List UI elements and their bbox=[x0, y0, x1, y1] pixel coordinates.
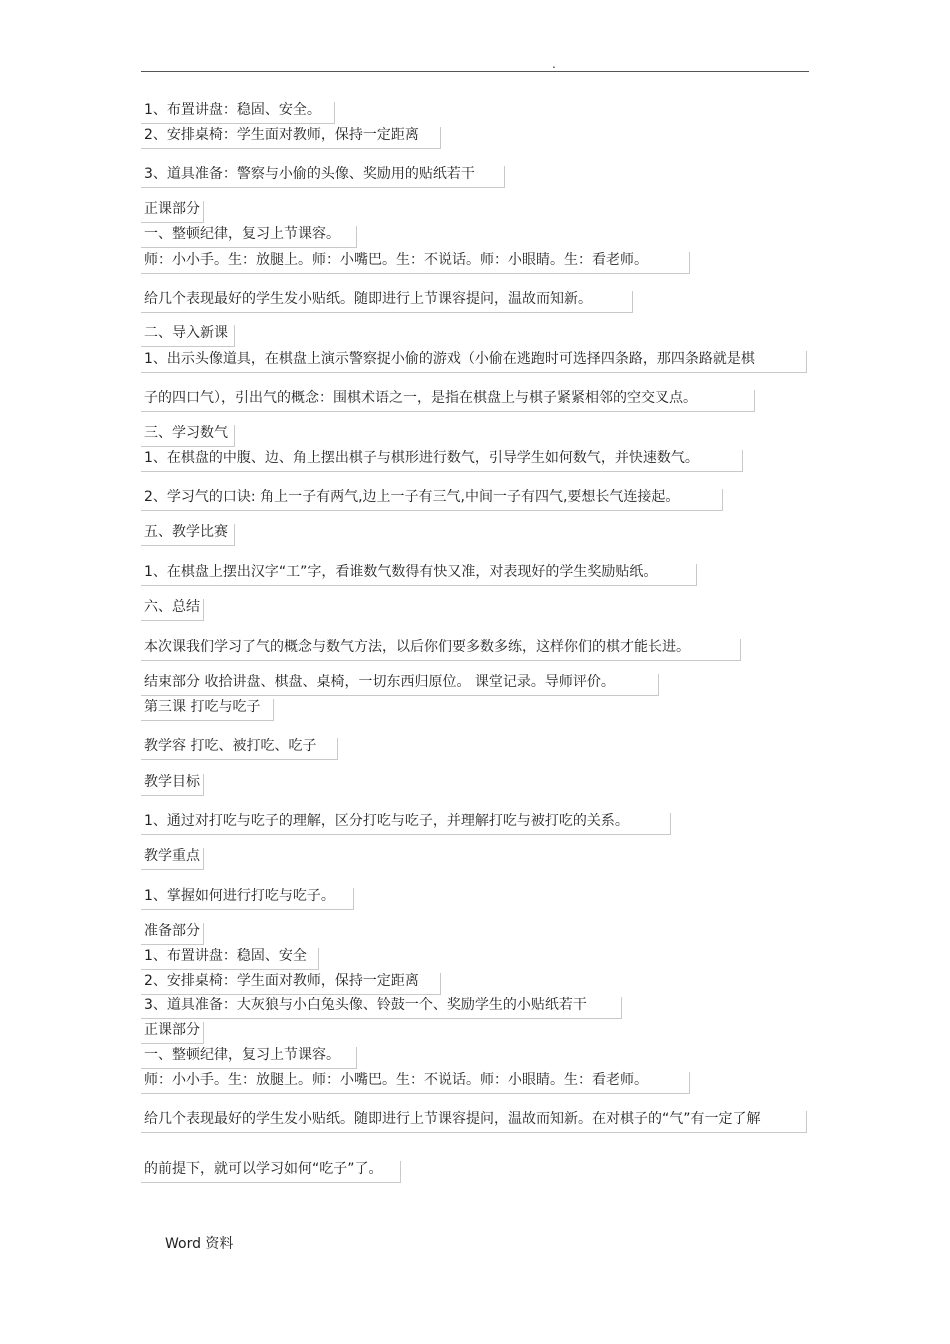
text-frame-bottom bbox=[141, 585, 696, 586]
text-frame-bottom bbox=[141, 510, 722, 511]
text-frame-right bbox=[203, 599, 204, 621]
text-line: 2、学习气的口诀: 角上一子有两气,边上一子有三气,中间一子有四气,要想长气连接起。 bbox=[144, 489, 680, 505]
text-frame-right bbox=[318, 948, 319, 970]
text-frame-bottom bbox=[141, 187, 504, 188]
footer-text: Word 资料 bbox=[165, 1236, 234, 1252]
text-line: 教学重点 bbox=[144, 848, 200, 864]
text-frame-bottom bbox=[141, 720, 273, 721]
text-frame-right bbox=[689, 1072, 690, 1094]
text-frame-bottom bbox=[141, 994, 440, 995]
text-frame-bottom bbox=[141, 545, 234, 546]
text-frame-right bbox=[806, 351, 807, 373]
text-line: 1、布置讲盘：稳固、安全 bbox=[144, 948, 307, 964]
text-line: 师：小小手。生：放腿上。师：小嘴巴。生：不说话。师：小眼睛。生：看老师。 bbox=[144, 1072, 648, 1088]
text-frame-right bbox=[722, 489, 723, 511]
text-frame-bottom bbox=[141, 1093, 689, 1094]
text-frame-right bbox=[203, 923, 204, 945]
text-frame-bottom bbox=[141, 446, 234, 447]
text-frame-right bbox=[234, 524, 235, 546]
text-frame-right bbox=[334, 102, 335, 124]
text-frame-right bbox=[440, 127, 441, 149]
text-line: 2、安排桌椅：学生面对教师，保持一定距离 bbox=[144, 973, 419, 989]
text-frame-bottom bbox=[141, 312, 632, 313]
text-frame-bottom bbox=[141, 1043, 203, 1044]
text-frame-bottom bbox=[141, 969, 318, 970]
header-dot: . bbox=[552, 57, 556, 71]
text-line: 六、总结 bbox=[144, 599, 200, 615]
text-frame-right bbox=[356, 226, 357, 248]
text-line: 本次课我们学习了气的概念与数气方法，以后你们要多数多练，这样你们的棋才能长进。 bbox=[144, 639, 690, 655]
text-frame-bottom bbox=[141, 1182, 400, 1183]
text-frame-right bbox=[203, 1022, 204, 1044]
text-frame-bottom bbox=[141, 222, 203, 223]
text-line: 给几个表现最好的学生发小贴纸。随即进行上节课容提问，温故而知新。 bbox=[144, 291, 592, 307]
text-line: 二、导入新课 bbox=[144, 325, 228, 341]
text-frame-right bbox=[658, 674, 659, 696]
text-frame-bottom bbox=[141, 909, 353, 910]
text-frame-bottom bbox=[141, 1018, 621, 1019]
text-line: 的前提下，就可以学习如何“吃子”了。 bbox=[144, 1161, 383, 1177]
text-line: 1、通过对打吃与吃子的理解，区分打吃与吃子，并理解打吃与被打吃的关系。 bbox=[144, 813, 629, 829]
text-frame-bottom bbox=[141, 273, 689, 274]
text-frame-right bbox=[273, 699, 274, 721]
text-frame-right bbox=[696, 564, 697, 586]
text-frame-right bbox=[754, 390, 755, 412]
text-frame-bottom bbox=[141, 1068, 356, 1069]
text-frame-right bbox=[689, 252, 690, 274]
text-line: 1、在棋盘上摆出汉字“工”字，看谁数气数得有快又准，对表现好的学生奖励贴纸。 bbox=[144, 564, 658, 580]
text-line: 1、出示头像道具，在棋盘上演示警察捉小偷的游戏（小偷在逃跑时可选择四条路，那四条路就是棋 bbox=[144, 351, 755, 367]
text-line: 结束部分 收拾讲盘、棋盘、桌椅，一切东西归原位。 课堂记录。导师评价。 bbox=[144, 674, 615, 690]
text-line: 正课部分 bbox=[144, 201, 200, 217]
text-line: 2、安排桌椅：学生面对教师，保持一定距离 bbox=[144, 127, 419, 143]
text-line: 第三课 打吃与吃子 bbox=[144, 699, 261, 715]
text-line: 教学容 打吃、被打吃、吃子 bbox=[144, 738, 317, 754]
text-frame-bottom bbox=[141, 372, 806, 373]
text-frame-bottom bbox=[141, 123, 334, 124]
text-frame-bottom bbox=[141, 834, 670, 835]
text-frame-bottom bbox=[141, 695, 658, 696]
text-line: 教学目标 bbox=[144, 774, 200, 790]
text-line: 五、教学比赛 bbox=[144, 524, 228, 540]
text-frame-bottom bbox=[141, 148, 440, 149]
text-line: 一、整顿纪律，复习上节课容。 bbox=[144, 226, 340, 242]
text-line: 准备部分 bbox=[144, 923, 200, 939]
text-line: 一、整顿纪律，复习上节课容。 bbox=[144, 1047, 340, 1063]
text-frame-bottom bbox=[141, 869, 203, 870]
text-frame-bottom bbox=[141, 660, 740, 661]
text-line: 3、道具准备：大灰狼与小白兔头像、铃鼓一个、奖励学生的小贴纸若干 bbox=[144, 997, 587, 1013]
text-frame-right bbox=[621, 997, 622, 1019]
text-frame-bottom bbox=[141, 471, 742, 472]
text-frame-right bbox=[234, 325, 235, 347]
text-frame-right bbox=[234, 425, 235, 447]
text-frame-right bbox=[740, 639, 741, 661]
text-frame-right bbox=[203, 201, 204, 223]
text-frame-right bbox=[353, 888, 354, 910]
text-line: 1、在棋盘的中腹、边、角上摆出棋子与棋形进行数气，引导学生如何数气，并快速数气。 bbox=[144, 450, 699, 466]
text-frame-bottom bbox=[141, 759, 337, 760]
text-line: 正课部分 bbox=[144, 1022, 200, 1038]
text-line: 子的四口气），引出气的概念：围棋术语之一，是指在棋盘上与棋子紧紧相邻的空交叉点。 bbox=[144, 390, 697, 406]
text-frame-right bbox=[632, 291, 633, 313]
text-frame-bottom bbox=[141, 620, 203, 621]
text-frame-right bbox=[203, 774, 204, 796]
text-frame-bottom bbox=[141, 1132, 806, 1133]
text-frame-bottom bbox=[141, 411, 754, 412]
text-frame-bottom bbox=[141, 346, 234, 347]
text-frame-right bbox=[440, 973, 441, 995]
text-line: 三、学习数气 bbox=[144, 425, 228, 441]
text-line: 1、布置讲盘：稳固、安全。 bbox=[144, 102, 321, 118]
text-frame-bottom bbox=[141, 795, 203, 796]
text-line: 给几个表现最好的学生发小贴纸。随即进行上节课容提问，温故而知新。在对棋子的“气”有一定了解 bbox=[144, 1111, 761, 1127]
text-frame-right bbox=[356, 1047, 357, 1069]
text-frame-right bbox=[337, 738, 338, 760]
text-frame-right bbox=[504, 166, 505, 188]
text-frame-bottom bbox=[141, 247, 356, 248]
text-frame-right bbox=[203, 848, 204, 870]
text-line: 1、掌握如何进行打吃与吃子。 bbox=[144, 888, 335, 904]
text-frame-right bbox=[806, 1111, 807, 1133]
text-frame-bottom bbox=[141, 944, 203, 945]
text-frame-right bbox=[670, 813, 671, 835]
text-line: 师：小小手。生：放腿上。师：小嘴巴。生：不说话。师：小眼睛。生：看老师。 bbox=[144, 252, 648, 268]
text-frame-right bbox=[400, 1161, 401, 1183]
text-frame-right bbox=[742, 450, 743, 472]
text-line: 3、道具准备：警察与小偷的头像、奖励用的贴纸若干 bbox=[144, 166, 475, 182]
